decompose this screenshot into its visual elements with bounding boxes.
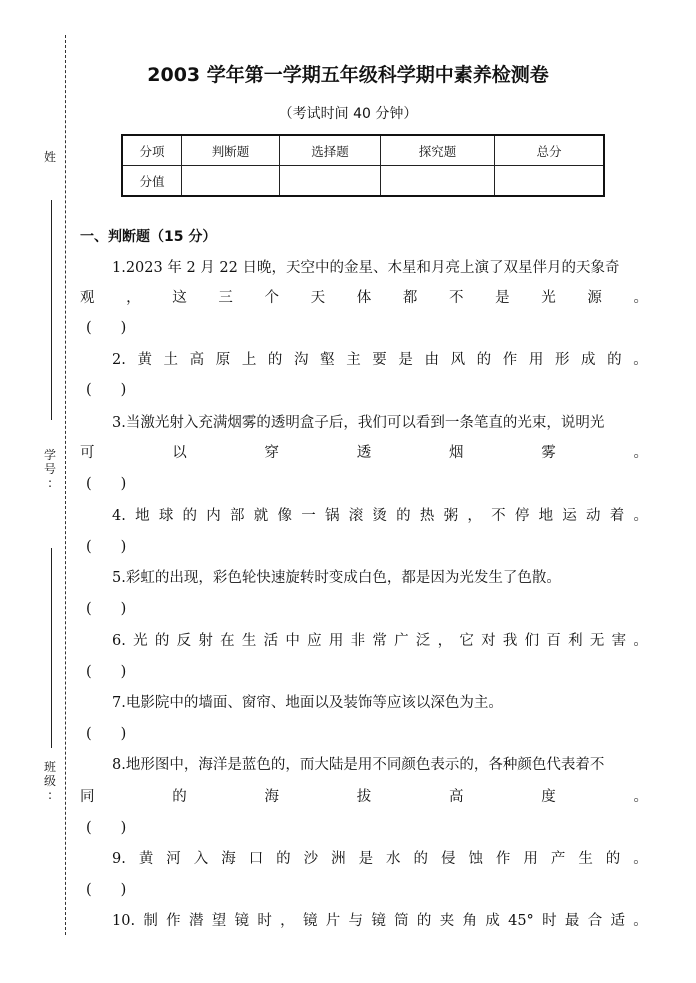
- text-token: 土: [163, 352, 179, 368]
- text-token: 天: [310, 290, 326, 306]
- text-token: 活: [263, 633, 279, 649]
- text-token: 产: [550, 851, 566, 867]
- answer-paren-8[interactable]: ( ): [86, 820, 127, 836]
- text-token: 。: [633, 913, 648, 929]
- text-token: 片: [325, 913, 341, 929]
- text-token: 风: [450, 352, 466, 368]
- text-token: 透: [356, 445, 372, 461]
- question-3-line-2: [80, 443, 648, 463]
- text-token: 要: [372, 352, 387, 368]
- score-table-header-row: [122, 135, 604, 166]
- text-token: 的: [154, 633, 170, 649]
- answer-paren-5[interactable]: ( ): [86, 601, 127, 617]
- text-token: 海: [264, 789, 279, 805]
- score-row-label: 分值: [122, 166, 182, 197]
- text-token: 最: [564, 913, 580, 929]
- text-token: 的: [182, 508, 198, 524]
- text-token: 动: [586, 508, 601, 524]
- text-token: 与: [348, 913, 364, 929]
- text-token: 制: [143, 913, 158, 929]
- text-token: 害: [611, 633, 627, 649]
- text-token: 侵: [440, 851, 456, 867]
- text-token: 像: [277, 508, 292, 524]
- text-token: 观: [80, 290, 95, 306]
- text-token: 9.: [112, 851, 126, 867]
- text-token: 源: [587, 290, 602, 306]
- text-token: 体: [356, 290, 372, 306]
- text-token: 的: [607, 352, 622, 368]
- text-token: 用: [328, 633, 344, 649]
- binding-cut-line: [65, 35, 66, 935]
- text-token: 。: [633, 633, 648, 649]
- text-token: 个: [264, 290, 279, 306]
- text-token: 的: [413, 851, 428, 867]
- question-5-line-1: 5.彩虹的出现，彩色轮快速旋转时变成白色，都是因为光发生了色散。: [112, 570, 561, 586]
- text-token: 的: [172, 789, 187, 805]
- text-token: 球: [158, 508, 174, 524]
- text-token: 百: [546, 633, 561, 649]
- score-header-choice: 选择题: [280, 135, 381, 166]
- text-token: 反: [176, 633, 192, 649]
- text-token: 生: [578, 851, 593, 867]
- text-token: 筒: [394, 913, 409, 929]
- text-token: 10.: [112, 913, 136, 929]
- text-token: ，: [280, 913, 295, 929]
- text-token: 的: [605, 851, 621, 867]
- text-token: 黄: [137, 352, 152, 368]
- text-token: 锅: [324, 508, 340, 524]
- text-token: 以: [172, 445, 187, 461]
- text-token: 它: [459, 633, 474, 649]
- score-cell-inquiry[interactable]: [381, 166, 495, 197]
- score-header-judgement: 判断题: [182, 135, 280, 166]
- text-token: 高: [449, 789, 464, 805]
- text-token: 穿: [264, 445, 279, 461]
- text-token: 滚: [348, 508, 364, 524]
- score-cell-judgement[interactable]: [182, 166, 280, 197]
- text-token: 夹: [439, 913, 455, 929]
- question-7-line-1: 7.电影院中的墙面、窗帘、地面以及装饰等应该以深色为主。: [112, 695, 503, 711]
- text-token: 时: [542, 913, 557, 929]
- score-header-inquiry: 探究题: [381, 135, 495, 166]
- text-token: 的: [396, 508, 411, 524]
- text-token: 不: [491, 508, 506, 524]
- text-token: 一: [301, 508, 316, 524]
- text-token: 4.: [112, 508, 126, 524]
- score-table: [121, 134, 605, 197]
- question-6-line-1: [112, 631, 648, 651]
- answer-paren-7[interactable]: ( ): [86, 726, 127, 742]
- text-token: 主: [346, 352, 361, 368]
- text-token: 是: [495, 290, 510, 306]
- class-blank[interactable]: [51, 548, 52, 748]
- text-token: 作: [502, 352, 518, 368]
- text-token: 。: [633, 445, 648, 461]
- text-token: 拔: [356, 789, 372, 805]
- text-token: 镜: [302, 913, 318, 929]
- text-token: 三: [218, 290, 233, 306]
- answer-paren-6[interactable]: ( ): [86, 664, 127, 680]
- score-header-item: 分项: [122, 135, 182, 166]
- text-token: 就: [253, 508, 269, 524]
- score-table-value-row: [122, 166, 604, 197]
- text-token: 角: [462, 913, 478, 929]
- text-token: 同: [80, 789, 95, 805]
- score-header-total: 总分: [495, 135, 605, 166]
- text-token: 光: [541, 290, 556, 306]
- text-token: ，: [437, 633, 453, 649]
- text-token: 地: [135, 508, 150, 524]
- text-token: 作: [166, 913, 181, 929]
- text-token: 的: [276, 851, 291, 867]
- text-token: 在: [220, 633, 235, 649]
- text-token: 我: [502, 633, 518, 649]
- question-2-line-1: [112, 350, 648, 370]
- answer-paren-9[interactable]: ( ): [86, 882, 127, 898]
- text-token: 雾: [541, 445, 556, 461]
- text-token: 射: [198, 633, 213, 649]
- text-token: 时: [257, 913, 272, 929]
- text-token: 烟: [449, 445, 464, 461]
- text-token: 。: [633, 290, 648, 306]
- text-token: 原: [215, 352, 231, 368]
- text-token: 由: [424, 352, 439, 368]
- text-token: 壑: [320, 352, 335, 368]
- text-token: 上: [241, 352, 257, 368]
- text-token: 的: [267, 352, 283, 368]
- text-token: 洲: [331, 851, 346, 867]
- text-token: 生: [241, 633, 257, 649]
- text-token: 都: [402, 290, 418, 306]
- text-token: 6.: [112, 633, 126, 649]
- text-token: 停: [514, 508, 530, 524]
- score-cell-total[interactable]: [495, 166, 605, 197]
- text-token: 度: [541, 789, 556, 805]
- text-token: 应: [307, 633, 322, 649]
- text-token: 广: [394, 633, 409, 649]
- text-token: 不: [449, 290, 464, 306]
- text-token: 沟: [294, 352, 309, 368]
- text-token: 泛: [415, 633, 431, 649]
- text-token: ，: [467, 508, 482, 524]
- text-token: 常: [372, 633, 387, 649]
- text-token: 是: [398, 352, 413, 368]
- text-token: 中: [285, 633, 300, 649]
- text-token: 。: [633, 352, 648, 368]
- question-9-line-1: [112, 849, 648, 869]
- text-token: 适: [610, 913, 625, 929]
- text-token: 着: [609, 508, 625, 524]
- question-3-line-1: 3.当激光射入充满烟雾的透明盒子后，我们可以看到一条笔直的光束，说明光: [112, 415, 605, 431]
- text-token: 用: [523, 851, 538, 867]
- text-token: 沙: [303, 851, 319, 867]
- text-token: 们: [524, 633, 540, 649]
- text-token: 运: [562, 508, 577, 524]
- text-token: 镜: [234, 913, 250, 929]
- text-token: 水: [386, 851, 401, 867]
- question-1-line-1: 1.2023 年 2 月 22 日晚，天空中的金星、木星和月亮上演了双星伴月的天象奇: [112, 260, 620, 276]
- text-token: 作: [495, 851, 511, 867]
- text-token: 内: [206, 508, 221, 524]
- text-token: 合: [587, 913, 603, 929]
- text-token: 烫: [372, 508, 387, 524]
- text-token: 的: [416, 913, 432, 929]
- class-label: 班 级 :: [43, 760, 56, 802]
- text-token: 部: [230, 508, 245, 524]
- text-token: 高: [189, 352, 205, 368]
- text-token: 口: [248, 851, 264, 867]
- text-token: 黄: [138, 851, 154, 867]
- text-token: 。: [633, 789, 648, 805]
- question-8-line-1: 8.地形图中，海洋是蓝色的，而大陆是用不同颜色表示的，各种颜色代表着不: [112, 757, 605, 773]
- question-8-line-2: [80, 787, 648, 807]
- score-cell-choice[interactable]: [280, 166, 381, 197]
- text-token: 镜: [371, 913, 386, 929]
- text-token: 热: [419, 508, 435, 524]
- text-token: 。: [633, 851, 648, 867]
- exam-title: 2003 学年第一学期五年级科学期中素养检测卷: [147, 64, 549, 86]
- question-1-line-2: [80, 288, 648, 308]
- text-token: 是: [358, 851, 374, 867]
- answer-paren-3[interactable]: ( ): [86, 476, 127, 492]
- text-token: 形: [554, 352, 570, 368]
- name-label: 姓: [43, 150, 56, 164]
- question-10-line-1: [112, 911, 648, 931]
- exam-duration: （考试时间 40 分钟）: [278, 106, 418, 122]
- text-token: 2.: [112, 352, 126, 368]
- student-id-label: 学 号 :: [43, 448, 56, 490]
- section-heading-judgement: 一、判断题（15 分）: [80, 229, 217, 245]
- text-token: 光: [133, 633, 148, 649]
- text-token: 用: [528, 352, 544, 368]
- student-id-blank[interactable]: [51, 200, 52, 420]
- text-token: 地: [538, 508, 554, 524]
- answer-paren-4[interactable]: ( ): [86, 539, 127, 555]
- text-token: 成: [581, 352, 596, 368]
- text-token: 成: [485, 913, 500, 929]
- text-token: 入: [193, 851, 209, 867]
- text-token: 45°: [508, 913, 534, 929]
- text-token: 粥: [443, 508, 459, 524]
- question-4-line-1: [112, 506, 648, 526]
- text-token: 非: [350, 633, 366, 649]
- text-token: 利: [568, 633, 583, 649]
- answer-paren-2[interactable]: ( ): [86, 382, 127, 398]
- text-token: 对: [481, 633, 496, 649]
- text-token: 望: [211, 913, 227, 929]
- text-token: 可: [80, 445, 95, 461]
- text-token: 潜: [188, 913, 204, 929]
- text-token: 河: [166, 851, 181, 867]
- text-token: 。: [633, 508, 648, 524]
- text-token: 无: [589, 633, 605, 649]
- text-token: 这: [172, 290, 187, 306]
- text-token: 的: [476, 352, 492, 368]
- text-token: ，: [126, 290, 141, 306]
- answer-paren-1[interactable]: ( ): [86, 320, 127, 336]
- text-token: 蚀: [468, 851, 483, 867]
- text-token: 海: [221, 851, 236, 867]
